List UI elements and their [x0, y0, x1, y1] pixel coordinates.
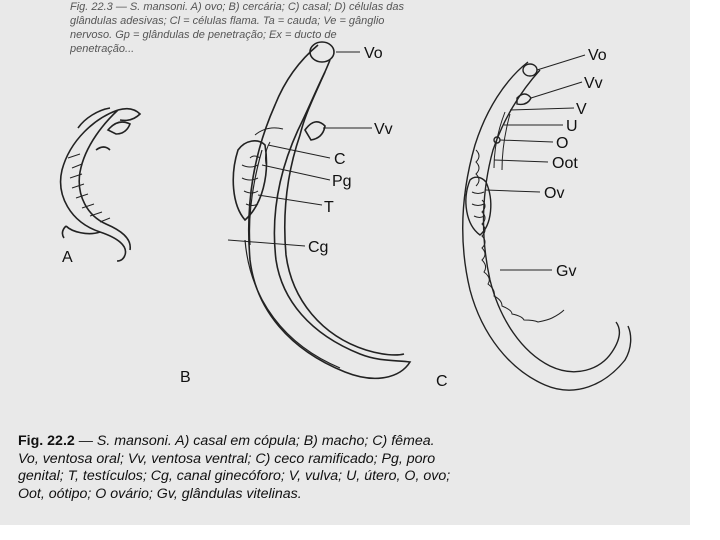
caption-line-2: Vo, ventosa oral; Vv, ventosa ventral; C) ceco ramificado; Pg, poro [18, 450, 436, 467]
panel-c-ovary [466, 177, 491, 235]
panel-c-leader-o [500, 140, 553, 142]
panel-c-leader-ov [486, 190, 540, 192]
panel-a-suckers [96, 122, 130, 150]
label-c-v: V [576, 101, 587, 118]
panel-c-leader-vv [531, 82, 582, 98]
caption-line-1-text: — S. mansoni. A) casal em cópula; B) macho; C) fêmea. [74, 433, 435, 449]
header-caption-line-2: glândulas adesivas; Cl = células flama. Ta = cauda; Ve = gânglio [70, 15, 385, 27]
label-b-t: T [324, 199, 334, 216]
panel-b-leader-c [268, 145, 330, 158]
label-c-oot: Oot [552, 155, 578, 172]
label-c-gv: Gv [556, 263, 577, 280]
label-b-vv: Vv [374, 121, 393, 138]
caption-line-3: genital; T, testículos; Cg, canal ginecóforo; V, vulva; U, útero, O, ovo; [18, 468, 451, 484]
panel-c-leader-v [510, 108, 574, 110]
panel-a-anterior [118, 109, 140, 121]
figure-caption [18, 433, 678, 503]
panel-b-ventral-sucker [305, 122, 325, 140]
panel-c-ventral-sucker [517, 94, 531, 104]
panel-c-female-drawing [463, 55, 631, 390]
label-c-vv: Vv [584, 75, 603, 92]
panel-a-couple-drawing [61, 108, 140, 261]
caption-line-1 [18, 433, 678, 451]
label-c-u: U [566, 118, 578, 135]
panel-b-leader-t [258, 195, 322, 205]
panel-c-oral-sucker [523, 64, 537, 76]
label-c-vo: Vo [588, 47, 607, 64]
header-caption-line-3: nervoso. Gp = glândulas de penetração; Ex = ducto de [70, 29, 337, 41]
header-caption-line-4: penetração... [70, 43, 135, 55]
panel-label-c: C [436, 373, 448, 390]
panel-c-body-outer-left [463, 62, 631, 390]
label-b-vo: Vo [364, 45, 383, 62]
caption-figure-number: Fig. 22.2 [18, 433, 75, 449]
panel-b-leader-pg [262, 165, 330, 180]
label-b-pg: Pg [332, 173, 352, 190]
label-b-c: C [334, 151, 346, 168]
panel-label-a: A [62, 249, 73, 266]
label-c-ov: Ov [544, 185, 565, 202]
panel-c-leader-vo [537, 55, 585, 70]
panel-c-vitelline-glands [476, 150, 564, 322]
panel-b-male-drawing [228, 42, 410, 378]
panel-b-oral-sucker [310, 42, 334, 62]
panel-b-leader-cg [228, 240, 305, 246]
caption-line-4: Oot, oótipo; O ovário; Gv, glândulas vitelinas. [18, 485, 302, 502]
panel-c-ovary-detail [472, 192, 484, 218]
panel-c-uterus-region [494, 112, 510, 170]
label-c-o: O [556, 135, 569, 152]
header-caption-line-1: Fig. 22.3 — S. mansoni. A) ovo; B) cercária; C) casal; D) células das [70, 1, 404, 13]
panel-b-body-inner [285, 60, 404, 355]
panel-label-b: B [180, 369, 191, 386]
label-b-cg: Cg [308, 239, 329, 256]
